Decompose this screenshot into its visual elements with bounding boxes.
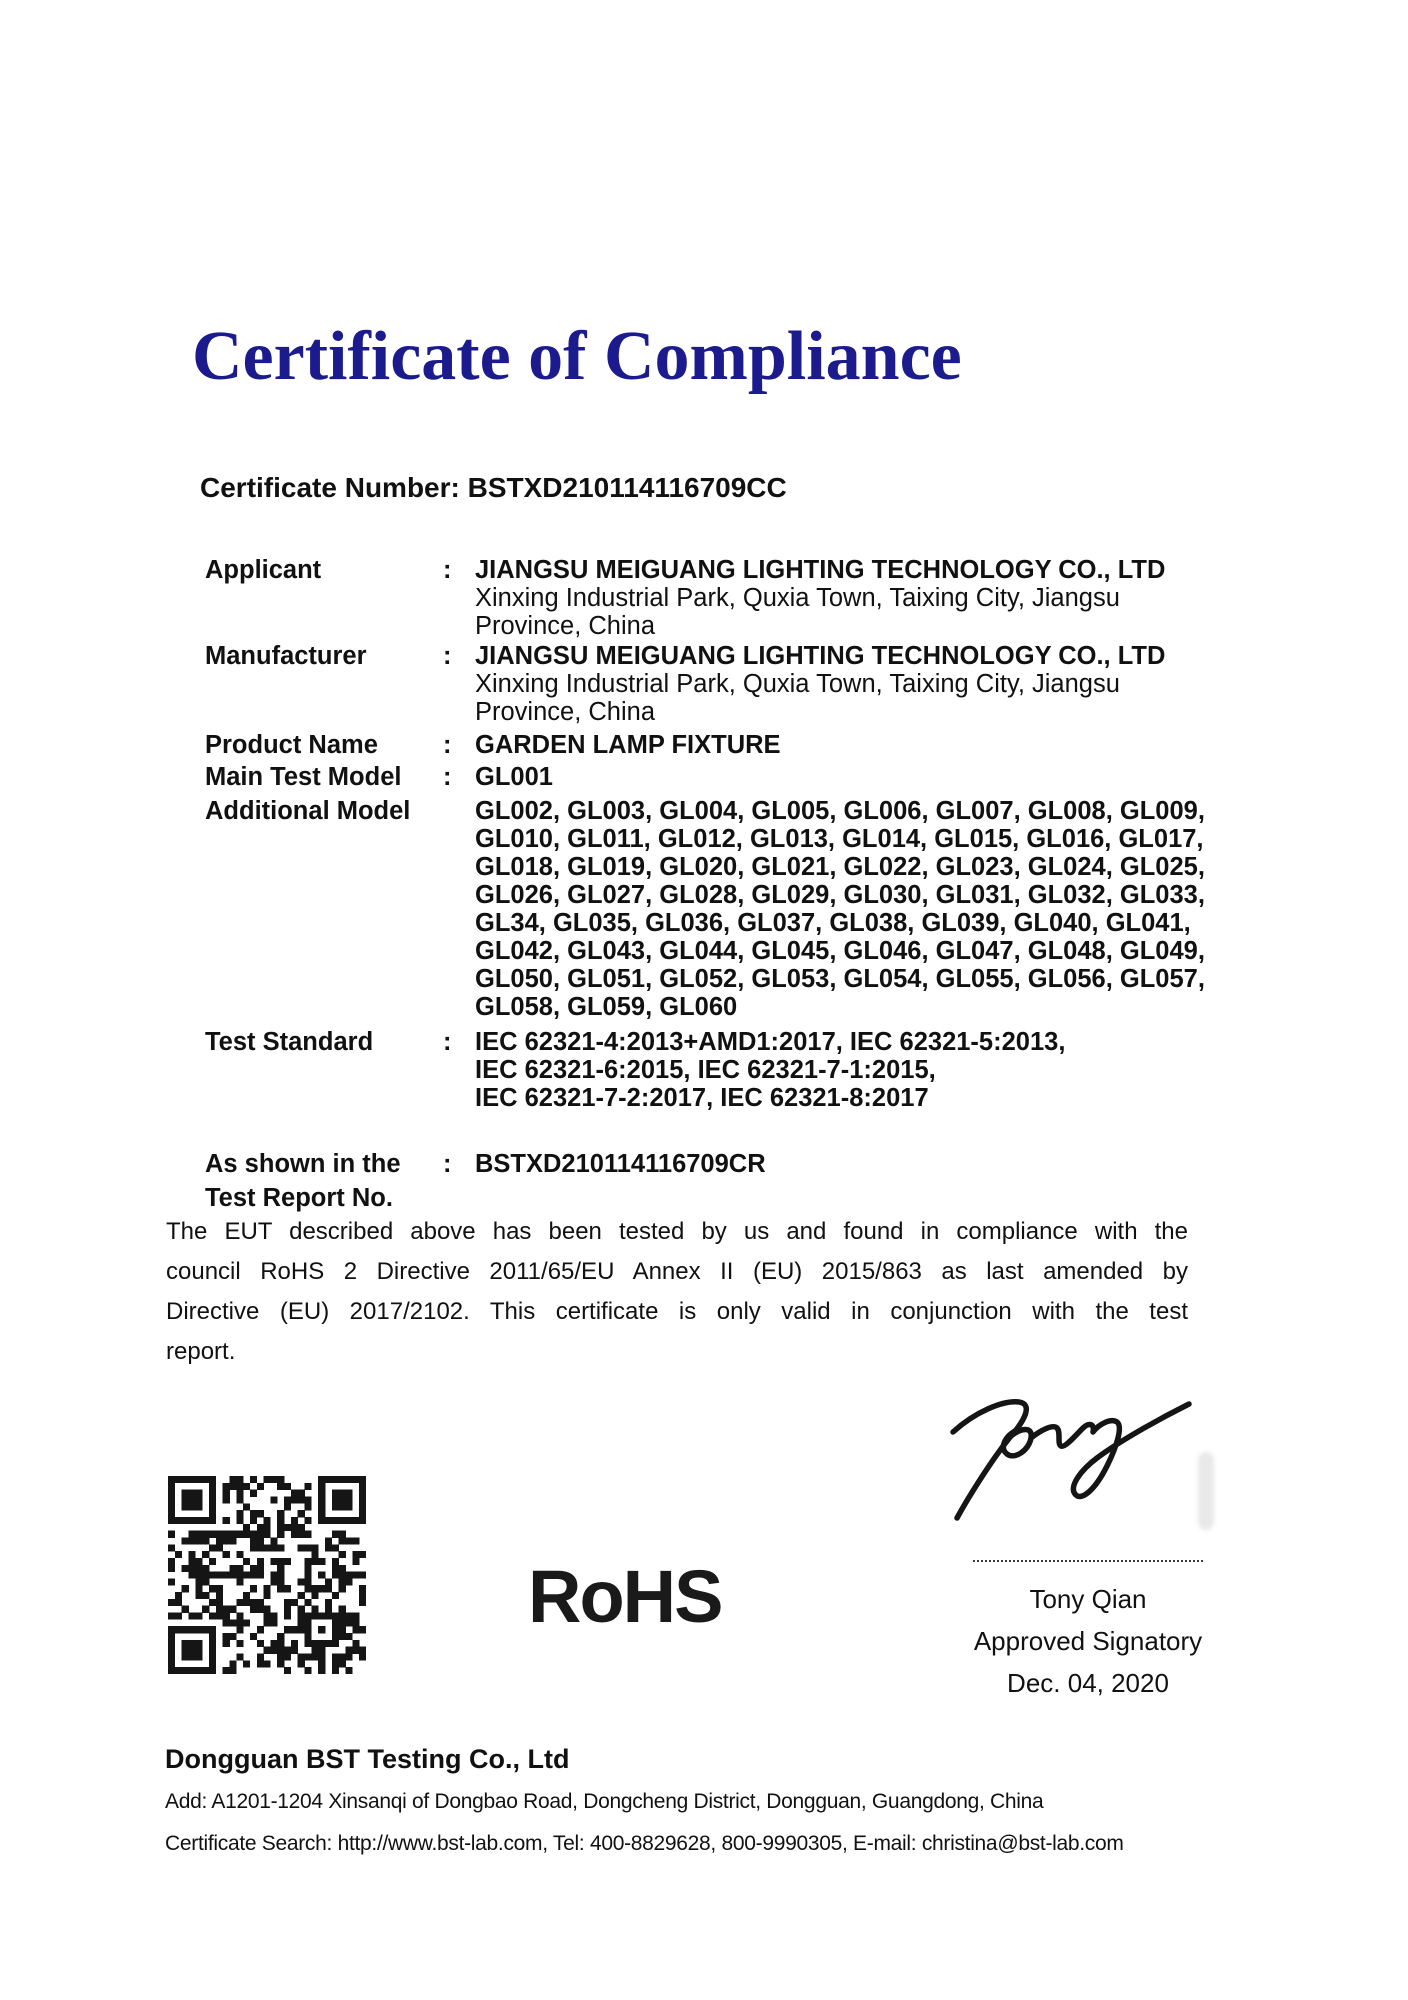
footer-address: Add: A1201-1204 Xinsanqi of Dongbao Road, Dongcheng District, Dongguan, Guangdong, China <box>165 1790 1044 1813</box>
additional-model-label: Additional Model <box>205 797 411 825</box>
signatory-role: Approved Signatory <box>973 1626 1203 1656</box>
footer-search-label: Certificate Search: <box>165 1832 333 1855</box>
test-standard-line: IEC 62321-7-2:2017, IEC 62321-8:2017 <box>475 1084 929 1112</box>
test-report-value: BSTXD210114116709CR <box>475 1150 766 1178</box>
test-standard-colon: : <box>443 1028 452 1056</box>
additional-model-line: GL002, GL003, GL004, GL005, GL006, GL007, GL008, GL009, <box>475 797 1205 825</box>
test-standard-line: IEC 62321-4:2013+AMD1:2017, IEC 62321-5:2013, <box>475 1028 1066 1056</box>
test-report-label-line1: As shown in the <box>205 1150 401 1178</box>
statement-line: report. <box>166 1338 236 1365</box>
additional-model-line: GL050, GL051, GL052, GL053, GL054, GL055, GL056, GL057, <box>475 965 1205 993</box>
signature-date: Dec. 04, 2020 <box>1007 1668 1169 1698</box>
main-test-model-value: GL001 <box>475 763 553 791</box>
additional-model-line: GL010, GL011, GL012, GL013, GL014, GL015, GL016, GL017, <box>475 825 1204 853</box>
manufacturer-address-line2: Province, China <box>475 698 656 726</box>
footer-company-name: Dongguan BST Testing Co., Ltd <box>165 1744 570 1774</box>
statement-line: council RoHS 2 Directive 2011/65/EU Annex II (EU) 2015/863 as last amended by <box>166 1258 1188 1285</box>
test-report-colon: : <box>443 1150 452 1178</box>
applicant-address-line1: Xinxing Industrial Park, Quxia Town, Taixing City, Jiangsu <box>475 584 1120 612</box>
main-test-model-colon: : <box>443 763 452 791</box>
certificate-number-value: BSTXD210114116709CC <box>467 472 787 503</box>
footer-search-value: http://www.bst-lab.com, Tel: 400-8829628, 800-9990305, E-mail: christina@bst-lab.com <box>337 1832 1124 1855</box>
signature-dotted-line <box>973 1546 1203 1562</box>
product-name-value: GARDEN LAMP FIXTURE <box>475 731 781 759</box>
signature-handwriting-icon <box>945 1398 1201 1522</box>
manufacturer-address-line1: Xinxing Industrial Park, Quxia Town, Taixing City, Jiangsu <box>475 670 1120 698</box>
main-test-model-label: Main Test Model <box>205 763 402 791</box>
compliance-statement <box>166 1212 1188 1372</box>
footer-certificate-search <box>165 1832 1124 1856</box>
scan-smudge <box>1198 1452 1214 1530</box>
manufacturer-company: JIANGSU MEIGUANG LIGHTING TECHNOLOGY CO., LTD <box>475 642 1166 670</box>
applicant-label: Applicant <box>205 556 322 584</box>
test-standard-line: IEC 62321-6:2015, IEC 62321-7-1:2015, <box>475 1056 936 1084</box>
statement-line: The EUT described above has been tested by us and found in compliance with the <box>166 1218 1188 1245</box>
manufacturer-colon: : <box>443 642 452 670</box>
additional-model-line: GL042, GL043, GL044, GL045, GL046, GL047, GL048, GL049, <box>475 937 1205 965</box>
certificate-number-label: Certificate Number: <box>200 472 460 503</box>
test-standard-label: Test Standard <box>205 1028 374 1056</box>
certificate-number <box>200 472 787 504</box>
statement-line: Directive (EU) 2017/2102. This certificate is only valid in conjunction with the test <box>166 1298 1188 1325</box>
additional-model-line: GL058, GL059, GL060 <box>475 993 738 1021</box>
applicant-colon: : <box>443 556 452 584</box>
test-report-label-line2: Test Report No. <box>205 1184 393 1212</box>
product-name-colon: : <box>443 731 452 759</box>
additional-model-line: GL34, GL035, GL036, GL037, GL038, GL039, GL040, GL041, <box>475 909 1191 937</box>
rohs-logo: RoHS <box>528 1555 722 1638</box>
signatory-name: Tony Qian <box>1029 1584 1147 1614</box>
product-name-label: Product Name <box>205 731 378 759</box>
page-title: Certificate of Compliance <box>192 318 962 395</box>
applicant-company: JIANGSU MEIGUANG LIGHTING TECHNOLOGY CO., LTD <box>475 556 1166 584</box>
applicant-address-line2: Province, China <box>475 612 656 640</box>
manufacturer-label: Manufacturer <box>205 642 367 670</box>
additional-model-line: GL018, GL019, GL020, GL021, GL022, GL023, GL024, GL025, <box>475 853 1205 881</box>
additional-model-line: GL026, GL027, GL028, GL029, GL030, GL031, GL032, GL033, <box>475 881 1205 909</box>
qr-code <box>168 1476 366 1674</box>
